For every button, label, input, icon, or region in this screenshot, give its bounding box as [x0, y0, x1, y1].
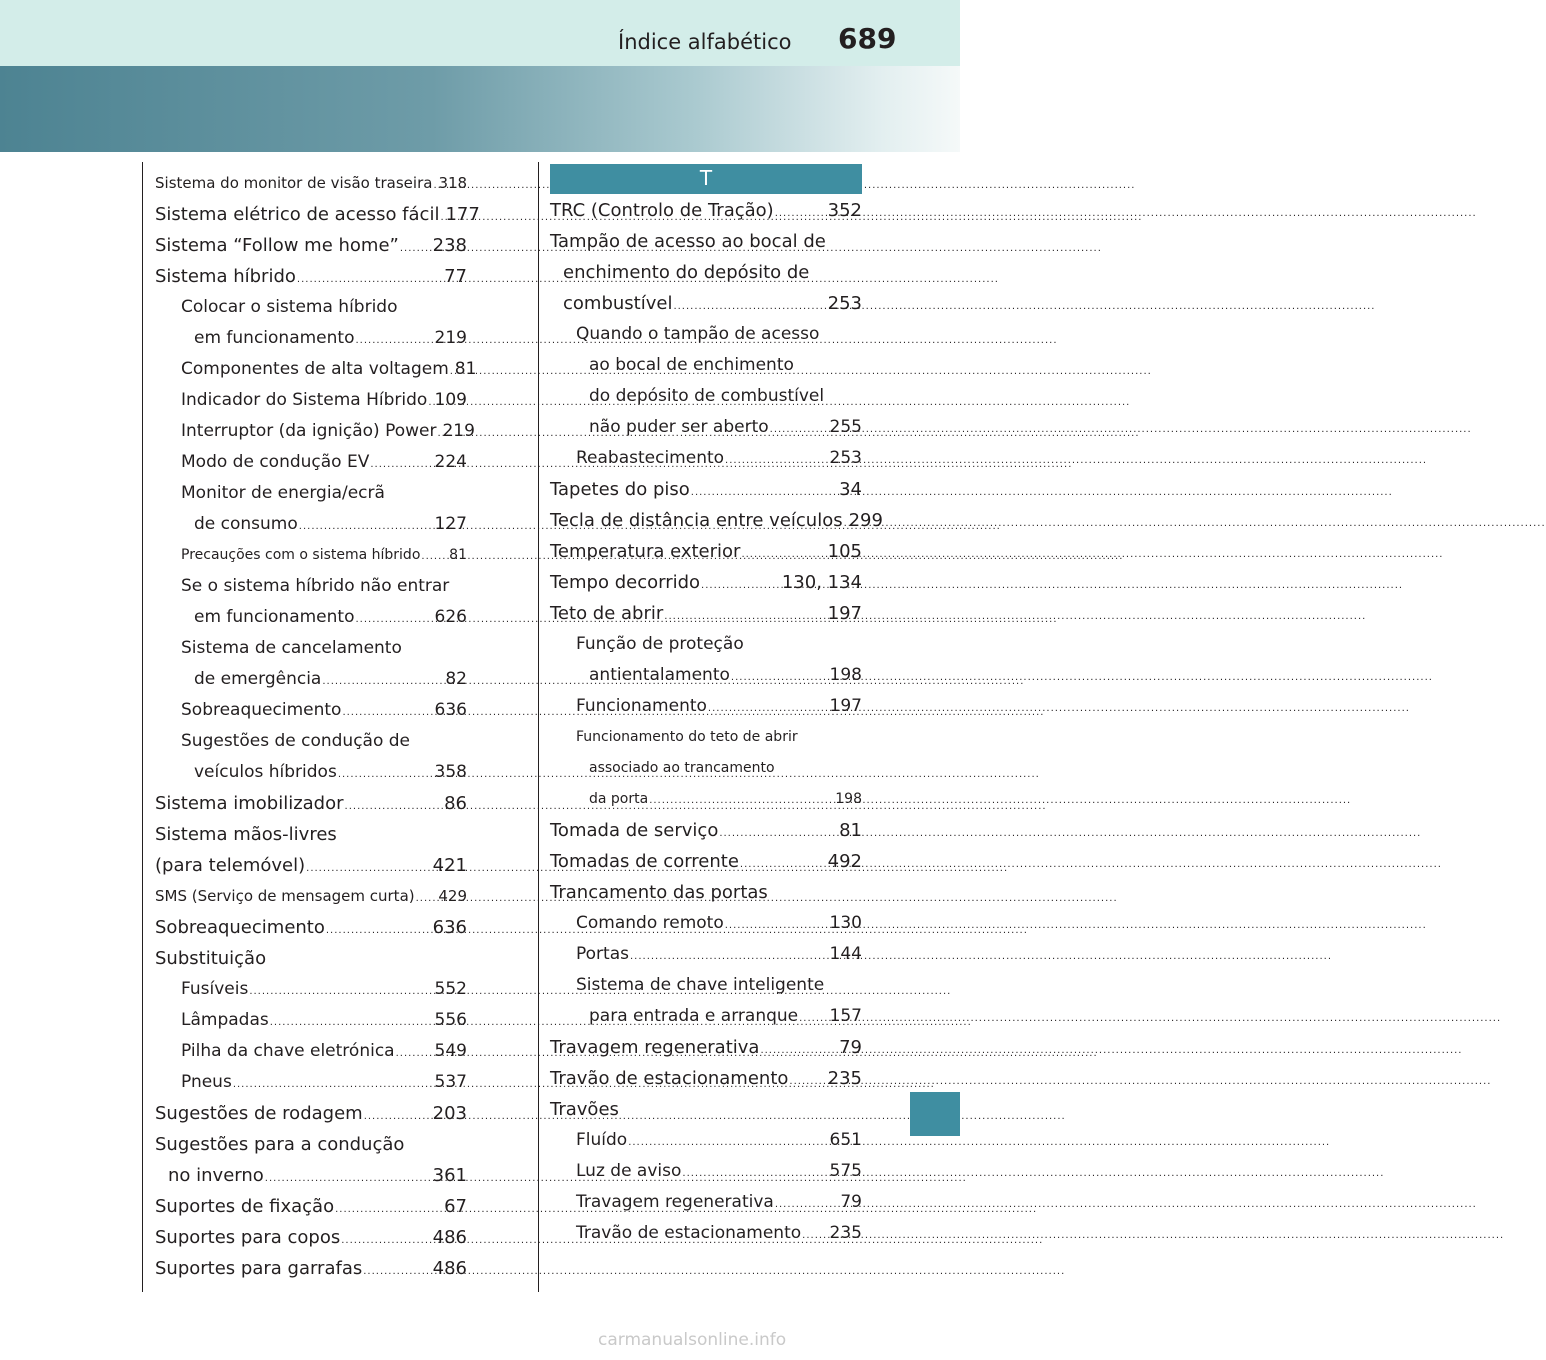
index-entry-page: 177: [445, 204, 480, 225]
index-entry-term: Fusíveis: [181, 979, 249, 999]
index-entry-page: 197: [829, 696, 862, 716]
index-entry-term: Lâmpadas: [181, 1010, 269, 1030]
index-entry-term: Travão de estacionamento: [576, 1223, 802, 1243]
index-entry-page: 79: [839, 1037, 862, 1058]
leader-dots: [708, 693, 829, 724]
index-entry-page: 235: [827, 1068, 862, 1089]
index-entry-term: Suportes de fixação: [155, 1196, 335, 1217]
index-entry: [155, 1098, 467, 1129]
index-entry-term: Suportes para copos: [155, 1227, 341, 1248]
index-entry-page: 421: [432, 855, 467, 876]
index-entry-page: 224: [434, 452, 467, 472]
index-entry-term: Travagem regenerativa: [550, 1037, 760, 1058]
leader-dots: [630, 941, 829, 972]
index-entry-term: de consumo: [194, 514, 298, 534]
index-entry-page: 318: [438, 174, 468, 192]
index-entry: [550, 1032, 862, 1063]
index-entry: [155, 974, 467, 1005]
section-letter-header: T: [550, 164, 862, 194]
index-entry: [550, 536, 862, 567]
index-entry-term: Monitor de energia/ecrã: [181, 483, 385, 503]
index-entry: [550, 1218, 862, 1249]
index-entry-term: Pneus: [181, 1072, 232, 1092]
index-entry: [155, 1222, 467, 1253]
index-entry-page: 651: [829, 1130, 862, 1150]
index-entry-page: 127: [434, 514, 467, 534]
index-entry: [550, 691, 862, 722]
index-entry-term: Tecla de distância entre veículos: [550, 510, 843, 531]
index-entry: [550, 846, 862, 877]
leader-dots: [844, 508, 848, 539]
index-entry-term: Indicador do Sistema Híbrido: [181, 390, 428, 410]
leader-dots: [265, 1163, 432, 1194]
leader-dots: [335, 1194, 443, 1225]
index-entry: [155, 571, 467, 602]
index-entry: [155, 230, 467, 261]
leader-dots: [770, 414, 829, 445]
index-entry: [550, 257, 862, 288]
index-entry-page: 86: [444, 793, 467, 814]
leader-dots: [400, 233, 432, 264]
index-entry: [155, 695, 467, 726]
index-entry: [550, 567, 862, 598]
index-entry: [550, 970, 862, 1001]
index-entry-page: 105: [827, 541, 862, 562]
index-entry-term: Reabastecimento: [576, 448, 725, 468]
index-entry: [155, 199, 480, 230]
index-entry-term: Sistema do monitor de visão traseira: [155, 174, 433, 192]
leader-dots: [664, 601, 826, 632]
decorative-gradient-band: [0, 66, 960, 152]
index-entry-term: da porta: [589, 791, 649, 807]
index-entry: [550, 319, 862, 350]
index-entry-page: 253: [827, 293, 862, 314]
leader-dots: [270, 1007, 434, 1038]
index-entry: [155, 1005, 467, 1036]
index-entry-term: Sistema “Follow me home”: [155, 235, 399, 256]
index-entry-term: Tampão de acesso ao bocal de: [550, 231, 826, 252]
index-entry: [155, 1036, 467, 1067]
watermark: carmanualsonline.info: [598, 1330, 787, 1350]
leader-dots: [649, 785, 834, 816]
index-entry: [550, 660, 862, 691]
index-entry-term: Sobreaquecimento: [181, 700, 342, 720]
leader-dots: [802, 1220, 828, 1251]
index-entry: [550, 629, 862, 660]
index-entry-term: Colocar o sistema híbrido: [181, 297, 398, 317]
index-entry: [155, 602, 467, 633]
index-entry-term: Travões: [550, 1099, 619, 1120]
leader-dots: [345, 791, 444, 822]
index-entry-term: no inverno: [168, 1165, 264, 1186]
index-entry-term: Tempo decorrido: [550, 572, 701, 593]
index-entry: [155, 881, 467, 912]
chapter-thumb-tab: [910, 1092, 960, 1136]
leader-dots: [428, 387, 433, 418]
header-band: [0, 0, 960, 66]
index-entry-page: 81: [454, 359, 477, 379]
index-entry-page: 109: [434, 390, 467, 410]
index-entry-page: 82: [445, 669, 467, 689]
index-entry-term: de emergência: [194, 669, 322, 689]
leader-dots: [421, 541, 448, 572]
index-entry: [550, 195, 862, 226]
index-entry-term: antientalamento: [589, 665, 730, 685]
index-entry: [550, 381, 862, 412]
index-entry-term: Comando remoto: [576, 913, 724, 933]
leader-dots: [297, 264, 443, 295]
index-entry-term: Pilha da chave eletrónica: [181, 1041, 395, 1061]
index-entry-page: 77: [444, 266, 467, 287]
leader-dots: [341, 1225, 431, 1256]
index-entry-term: Travagem regenerativa: [576, 1192, 774, 1212]
index-entry: [550, 350, 862, 381]
index-entry: [155, 850, 467, 881]
index-column-right: [550, 166, 883, 1249]
index-entry-page: 198: [829, 665, 862, 685]
index-entry-page: 549: [434, 1041, 467, 1061]
index-entry: [155, 168, 467, 199]
leader-dots: [326, 915, 432, 946]
index-entry-page: 198: [835, 791, 862, 807]
index-entry: [550, 474, 862, 505]
leader-dots: [628, 1127, 828, 1158]
index-entry-term: Temperatura exterior: [550, 541, 741, 562]
index-entry: [155, 416, 475, 447]
index-entry-page: 361: [432, 1165, 467, 1186]
index-entry-page: 556: [434, 1010, 467, 1030]
index-column-left: [155, 168, 480, 1284]
leader-dots: [299, 511, 434, 542]
index-entry-term: em funcionamento: [194, 607, 355, 627]
leader-dots: [249, 976, 433, 1007]
index-entry-page: 130: [829, 913, 862, 933]
index-entry-term: para entrada e arranque: [589, 1006, 799, 1026]
index-entry: [550, 815, 862, 846]
index-entry: [155, 664, 467, 695]
index-entry-page: 636: [434, 700, 467, 720]
index-entry: [550, 1187, 862, 1218]
index-entry-page: 358: [434, 762, 467, 782]
index-entry-term: Componentes de alta voltagem: [181, 359, 449, 379]
leader-dots: [450, 356, 454, 387]
index-entry-term: Sistema de chave inteligente: [576, 975, 825, 995]
column-divider: [538, 162, 539, 1292]
index-entry-term: Portas: [576, 944, 629, 964]
leader-dots: [416, 883, 438, 914]
index-entry-page: 81: [449, 547, 467, 563]
index-entry-page: 552: [434, 979, 467, 999]
page-title: Índice alfabético: [618, 30, 792, 54]
leader-dots: [775, 1189, 840, 1220]
index-entry-term: em funcionamento: [194, 328, 355, 348]
index-entry-page: 219: [442, 421, 475, 441]
index-entry: [550, 505, 883, 536]
leader-dots: [233, 1069, 434, 1100]
index-entry: [155, 478, 467, 509]
index-entry-term: enchimento do depósito de: [563, 262, 810, 283]
index-entry-page: 157: [829, 1006, 862, 1026]
index-entry-page: 144: [829, 944, 862, 964]
index-entry: [550, 753, 862, 784]
index-entry-term: combustível: [563, 293, 673, 314]
index-entry: [155, 757, 467, 788]
index-entry-term: Tapetes do piso: [550, 479, 690, 500]
index-entry: [550, 288, 862, 319]
index-entry: [550, 1094, 862, 1125]
index-entry-page: 492: [827, 851, 862, 872]
index-entry: [155, 1160, 467, 1191]
index-entry-term: Substituição: [155, 948, 267, 969]
index-entry-page: 626: [434, 607, 467, 627]
index-entry: [155, 912, 467, 943]
index-entry-term: SMS (Serviço de mensagem curta): [155, 887, 415, 905]
leader-dots: [673, 291, 826, 322]
index-entry: [155, 788, 467, 819]
index-entry: [550, 939, 862, 970]
index-entry-page: 486: [432, 1258, 467, 1279]
index-entry: [550, 877, 862, 908]
index-entry: [155, 509, 467, 540]
index-entry: [550, 722, 862, 753]
index-entry-term: Sugestões de rodagem: [155, 1103, 363, 1124]
index-entry: [550, 443, 862, 474]
index-entry-term: Sistema elétrico de acesso fácil: [155, 204, 440, 225]
leader-dots: [725, 910, 829, 941]
index-entry: [550, 1001, 862, 1032]
index-entry-term: do depósito de combustível: [589, 386, 825, 406]
leader-dots: [719, 818, 838, 849]
leader-dots: [440, 202, 444, 233]
index-entry-term: Precauções com o sistema híbrido: [181, 547, 421, 563]
index-entry-page: 67: [444, 1196, 467, 1217]
index-entry: [550, 1125, 862, 1156]
leader-dots: [437, 418, 441, 449]
leader-dots: [725, 445, 829, 476]
index-entry: [550, 598, 862, 629]
index-entry-page: 486: [432, 1227, 467, 1248]
index-entry-term: Fluído: [576, 1130, 628, 1150]
index-entry: [155, 943, 467, 974]
leader-dots: [433, 170, 437, 201]
leader-dots: [691, 477, 838, 508]
index-entry-page: 235: [829, 1223, 862, 1243]
index-entry: [550, 1063, 862, 1094]
index-entry: [155, 354, 477, 385]
index-entry: [550, 908, 862, 939]
leader-dots: [364, 1101, 432, 1132]
index-entry-term: Sugestões para a condução: [155, 1134, 405, 1155]
index-entry: [155, 261, 467, 292]
index-entry-term: ao bocal de enchimento: [589, 355, 794, 375]
leader-dots: [306, 853, 432, 884]
index-entry-page: 352: [827, 200, 862, 221]
index-entry-page: 253: [829, 448, 862, 468]
leader-dots: [370, 449, 433, 480]
leader-dots: [355, 325, 433, 356]
index-entry-term: associado ao trancamento: [589, 760, 775, 776]
leader-dots: [760, 1035, 838, 1066]
index-entry-term: (para telemóvel): [155, 855, 306, 876]
index-entry-term: TRC (Controlo de Tração): [550, 200, 774, 221]
page-number: 689: [838, 22, 897, 55]
index-entry-page: 255: [829, 417, 862, 437]
leader-dots: [701, 570, 781, 601]
index-entry: [155, 323, 467, 354]
index-entry: [155, 540, 467, 571]
index-entry-page: 197: [827, 603, 862, 624]
index-entry: [155, 726, 467, 757]
leader-dots: [731, 662, 829, 693]
index-entry: [155, 292, 467, 323]
leader-dots: [799, 1003, 828, 1034]
index-entry-term: Funcionamento: [576, 696, 707, 716]
index-entry-page: 299: [848, 510, 883, 531]
leader-dots: [338, 759, 434, 790]
index-entry-term: Sugestões de condução de: [181, 731, 411, 751]
leader-dots: [775, 198, 827, 229]
index-entry: [155, 1191, 467, 1222]
index-entry: [155, 447, 467, 478]
index-entry-page: 81: [839, 820, 862, 841]
leader-dots: [741, 539, 826, 570]
leader-dots: [363, 1256, 431, 1287]
index-entry: [155, 1129, 467, 1160]
index-entry: [155, 1067, 467, 1098]
index-entry-term: Sistema híbrido: [155, 266, 296, 287]
index-entry-page: 34: [839, 479, 862, 500]
index-entry-term: veículos híbridos: [194, 762, 337, 782]
index-entry: [550, 784, 862, 815]
index-entry-term: Sistema de cancelamento: [181, 638, 402, 658]
index-entry-page: 238: [432, 235, 467, 256]
index-entry-page: 203: [432, 1103, 467, 1124]
index-entry: [550, 1156, 862, 1187]
index-entry: [550, 226, 862, 257]
index-entry-page: 537: [434, 1072, 467, 1092]
leader-dots: [322, 666, 444, 697]
index-entry-term: Se o sistema híbrido não entrar: [181, 576, 450, 596]
index-entry-term: Tomadas de corrente: [550, 851, 739, 872]
index-entry-term: Suportes para garrafas: [155, 1258, 363, 1279]
index-entry-term: Trancamento das portas: [550, 882, 768, 903]
leader-dots: [682, 1158, 828, 1189]
index-entry: [155, 1253, 467, 1284]
index-entry-page: 636: [432, 917, 467, 938]
index-entry-page: 79: [840, 1192, 862, 1212]
index-entry-term: Funcionamento do teto de abrir: [576, 729, 798, 745]
leader-dots: [355, 604, 433, 635]
index-entry-term: Sobreaquecimento: [155, 917, 325, 938]
leader-dots: [396, 1038, 434, 1069]
index-entry-term: Interruptor (da ignição) Power: [181, 421, 437, 441]
leader-dots: [740, 849, 827, 880]
index-entry: [155, 385, 467, 416]
index-entry-page: 130, 134: [781, 572, 862, 593]
index-entry-term: Sistema imobilizador: [155, 793, 344, 814]
index-entry-term: Teto de abrir: [550, 603, 664, 624]
index-entry-term: Travão de estacionamento: [550, 1068, 789, 1089]
left-margin-rule: [142, 162, 143, 1292]
index-entry-term: Sistema mãos-livres: [155, 824, 337, 845]
leader-dots: [789, 1066, 826, 1097]
index-entry-term: Luz de aviso: [576, 1161, 682, 1181]
leader-dots: [342, 697, 433, 728]
index-entry: [155, 633, 467, 664]
index-entry-term: não puder ser aberto: [589, 417, 769, 437]
index-entry-page: 219: [434, 328, 467, 348]
index-entry-page: 429: [438, 887, 467, 905]
index-entry-page: 575: [829, 1161, 862, 1181]
index-entry-term: Tomada de serviço: [550, 820, 719, 841]
index-entry: [550, 412, 862, 443]
index-entry-term: Quando o tampão de acesso: [576, 324, 820, 344]
index-entry-term: Modo de condução EV: [181, 452, 370, 472]
index-entry-term: Função de proteção: [576, 634, 744, 654]
index-entry: [155, 819, 467, 850]
